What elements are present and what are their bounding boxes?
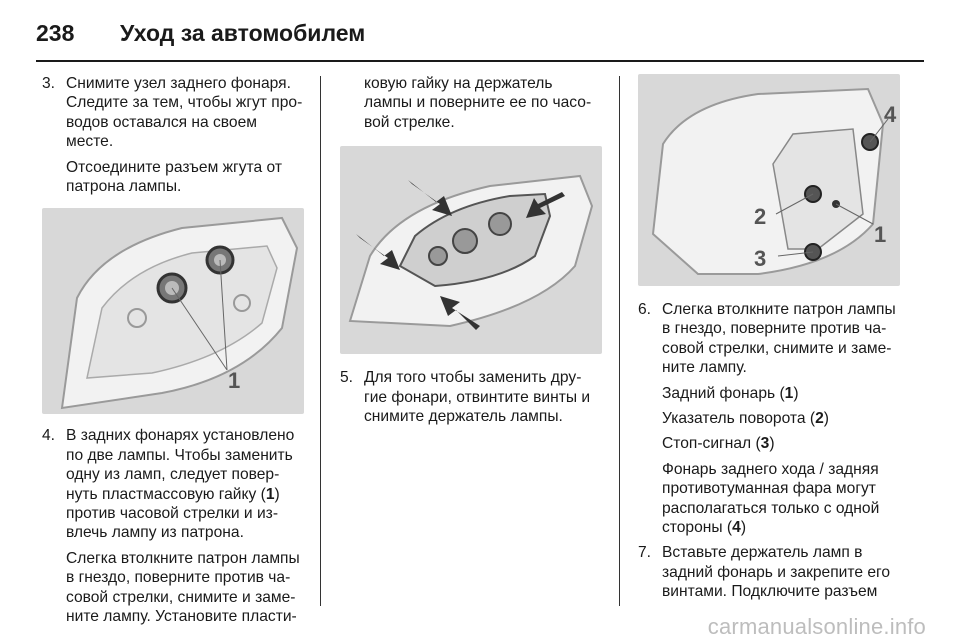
text: ) [793,384,799,402]
column-2 [340,74,604,426]
step-text: Снимите узел заднего фонаря. Следите за тем, чтобы жгут про-водов оставался на своем месте. [66,75,303,151]
text: Указатель поворота ( [662,410,816,428]
list-item-reverse-fog-lamp [638,460,902,538]
step-subtext: Слегка втолкните патрон лампы в гнездо, поверните против ча-совой стрелки, снимите и заме-ните лампу. Установите пласти- [66,549,300,626]
text: Стоп-сигнал ( [662,435,761,453]
header-divider [36,60,924,62]
list-item-turn-signal [638,409,902,428]
figure-callout-2: 2 [754,204,767,229]
text: Фонарь заднего хода / задняя противотуманная фара могут располагаться только с одной стороны ( [662,460,880,537]
step-text: Для того чтобы заменить дру-гие фонари, отвинтите винты и снимите держатель лампы. [364,369,591,426]
continued-text: ковую гайку на держатель лампы и поверните ее по часо-вой стрелке. [364,75,592,131]
figure-callout-1: 1 [874,222,887,247]
step-subtext: Отсоедините разъем жгута от патрона лампы. [66,158,282,196]
step-text [66,426,304,542]
step-5 [340,368,604,426]
text: ) [740,519,747,537]
step-text: Вставьте держатель ламп в задний фонарь и закрепите его винтами. Подключите разъем [662,544,891,601]
figure-taillight-sockets [42,208,304,414]
step-4 [42,426,304,542]
reference-number: 1 [784,384,794,402]
list-item-brake-light [638,434,902,453]
column-3 [638,74,902,602]
reference-number: 4 [732,519,741,537]
step-number: 3. [42,75,56,92]
step-7 [638,543,902,601]
page-header [36,14,924,58]
figure-callout-4: 4 [884,102,897,127]
figure-lamp-positions [638,74,900,286]
reference-number: 1 [265,485,275,503]
text: Задний фонарь ( [662,384,785,402]
text: ) [823,410,829,428]
taillight-illustration [42,208,304,414]
column-divider-2 [619,76,620,606]
text: ) против часовой стрелки и из-влечь лампу из патрона. [66,485,280,542]
column-1 [42,74,304,627]
reference-number: 2 [815,410,824,428]
step-number: 7. [638,544,652,562]
text: ) [769,435,775,453]
reference-number: 3 [760,435,770,453]
lamp-positions-illustration [638,74,900,286]
step-text: Слегка втолкните патрон лампы в гнездо, поверните против ча-совой стрелки, снимите и заме-ните лампу. [662,301,896,377]
bulb-holder-illustration [340,146,602,354]
watermark: carmanualsonline.info [707,614,926,639]
figure-bulb-holder-screws [340,146,602,354]
figure-callout-3: 3 [754,246,767,271]
step-number: 6. [638,301,652,318]
text: В задних фонарях установлено по две лампы. Чтобы заменить одну из ламп, следует повер-нуть пластмассовую гайку ( [66,427,295,503]
step-3 [42,74,304,152]
figure-callout-1: 1 [228,368,241,394]
page-number: 238 [36,20,75,46]
page-title: Уход за автомобилем [120,20,366,46]
step-number: 4. [42,427,56,445]
column-divider-1 [320,76,321,606]
step-6 [638,300,902,378]
list-item-tail-lamp [638,384,902,403]
step-number: 5. [340,369,354,387]
